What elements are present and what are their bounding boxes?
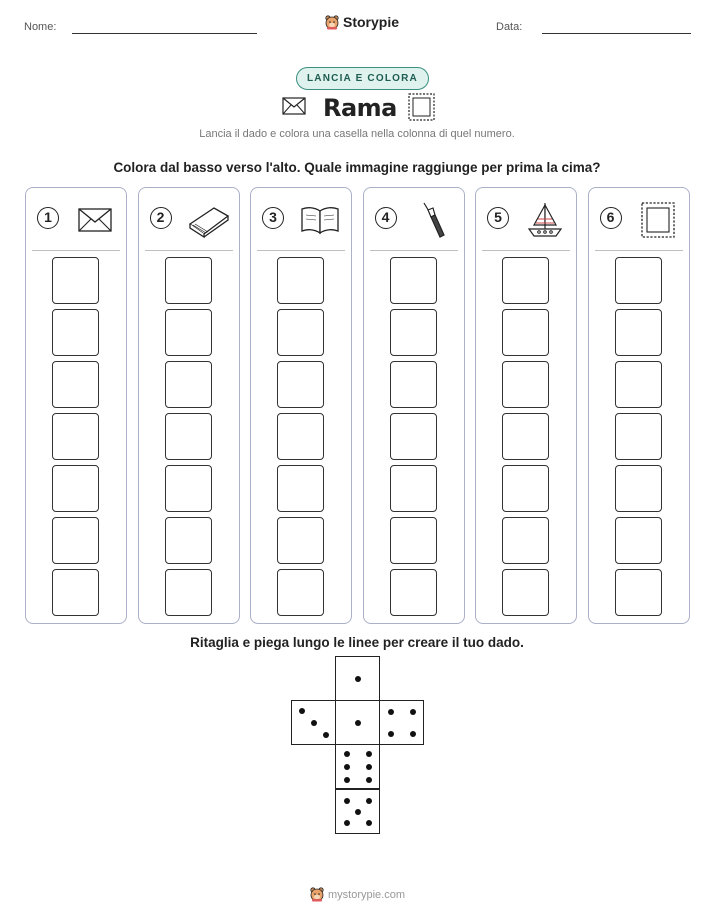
- column-divider: [145, 250, 233, 251]
- column-2: [138, 187, 240, 624]
- envelope-icon: [282, 97, 306, 115]
- color-cell[interactable]: [390, 413, 437, 460]
- die-pip: [299, 708, 305, 714]
- column-number: 4: [375, 207, 397, 229]
- fountain-pen-icon: [410, 200, 456, 240]
- column-4: [363, 187, 465, 624]
- column-divider: [595, 250, 683, 251]
- color-cell[interactable]: [615, 517, 662, 564]
- die-pip: [323, 732, 329, 738]
- color-cell[interactable]: [502, 257, 549, 304]
- die-instruction: Ritaglia e piega lungo le linee per creare il tuo dado.: [190, 635, 524, 650]
- die-pip: [355, 720, 361, 726]
- footer: [310, 887, 405, 902]
- envelope-icon: [72, 200, 118, 240]
- die-pip: [344, 751, 350, 757]
- die-pip: [410, 731, 416, 737]
- color-cell[interactable]: [390, 309, 437, 356]
- die-pip: [388, 731, 394, 737]
- column-divider: [32, 250, 120, 251]
- color-cell[interactable]: [502, 361, 549, 408]
- die-pip: [366, 820, 372, 826]
- date-label: Data:: [496, 21, 523, 33]
- color-cell[interactable]: [502, 517, 549, 564]
- color-cell[interactable]: [615, 465, 662, 512]
- color-cell[interactable]: [277, 569, 324, 616]
- die-face-1: [335, 700, 380, 745]
- activity-tag: LANCIA E COLORA: [296, 67, 429, 90]
- page-title: Rama: [323, 94, 397, 122]
- die-pip: [311, 720, 317, 726]
- color-cell[interactable]: [390, 257, 437, 304]
- color-cell[interactable]: [165, 517, 212, 564]
- color-cell[interactable]: [502, 413, 549, 460]
- color-cell[interactable]: [52, 257, 99, 304]
- color-cell[interactable]: [390, 569, 437, 616]
- column-divider: [370, 250, 458, 251]
- color-cell[interactable]: [52, 413, 99, 460]
- stamp-icon: [408, 93, 435, 121]
- die-pip: [366, 764, 372, 770]
- die-pip: [355, 676, 361, 682]
- sailboat-icon: [522, 200, 568, 240]
- color-cell[interactable]: [277, 413, 324, 460]
- die-face-1: [335, 656, 380, 701]
- column-3: [250, 187, 352, 624]
- color-cell[interactable]: [615, 257, 662, 304]
- column-number: 3: [262, 207, 284, 229]
- name-line[interactable]: [72, 33, 257, 34]
- brand-logo: [325, 14, 399, 30]
- footer-site: mystorypie.com: [328, 888, 406, 901]
- die-face-3: [291, 700, 336, 745]
- color-cell[interactable]: [52, 569, 99, 616]
- color-cell[interactable]: [390, 517, 437, 564]
- color-cell[interactable]: [52, 517, 99, 564]
- die-pip: [366, 751, 372, 757]
- color-cell[interactable]: [277, 465, 324, 512]
- die-pip: [410, 709, 416, 715]
- bear-mascot-icon: [325, 15, 339, 30]
- column-divider: [482, 250, 570, 251]
- color-cell[interactable]: [615, 361, 662, 408]
- die-pip: [366, 798, 372, 804]
- die-face-4: [379, 700, 424, 745]
- column-number: 5: [487, 207, 509, 229]
- die-face-5: [335, 789, 380, 834]
- color-cell[interactable]: [615, 413, 662, 460]
- color-cell[interactable]: [165, 361, 212, 408]
- die-pip: [344, 764, 350, 770]
- book-icon: [185, 200, 231, 240]
- stamp-icon: [635, 200, 681, 240]
- die-pip: [344, 777, 350, 783]
- activity-subtitle: Lancia il dado e colora una casella nella colonna di quel numero.: [199, 128, 515, 140]
- die-pip: [366, 777, 372, 783]
- color-cell[interactable]: [502, 569, 549, 616]
- color-cell[interactable]: [165, 309, 212, 356]
- color-cell[interactable]: [277, 517, 324, 564]
- color-cell[interactable]: [165, 465, 212, 512]
- activity-instruction: Colora dal basso verso l'alto. Quale immagine raggiunge per prima la cima?: [113, 160, 601, 175]
- color-cell[interactable]: [277, 361, 324, 408]
- color-cell[interactable]: [165, 257, 212, 304]
- color-cell[interactable]: [502, 309, 549, 356]
- column-divider: [257, 250, 345, 251]
- column-number: 6: [600, 207, 622, 229]
- color-cell[interactable]: [502, 465, 549, 512]
- die-pip: [344, 798, 350, 804]
- die-pip: [355, 809, 361, 815]
- column-1: [25, 187, 127, 624]
- color-cell[interactable]: [277, 257, 324, 304]
- column-number: 2: [150, 207, 172, 229]
- column-6: [588, 187, 690, 624]
- color-cell[interactable]: [52, 309, 99, 356]
- color-cell[interactable]: [277, 309, 324, 356]
- column-number: 1: [37, 207, 59, 229]
- name-label: Nome:: [24, 21, 57, 33]
- color-cell[interactable]: [390, 465, 437, 512]
- color-cell[interactable]: [390, 361, 437, 408]
- color-cell[interactable]: [165, 413, 212, 460]
- bear-mascot-icon: [310, 887, 324, 902]
- die-face-6: [335, 744, 380, 789]
- column-5: [475, 187, 577, 624]
- die-pip: [388, 709, 394, 715]
- brand-name: Storypie: [343, 14, 400, 30]
- color-cell[interactable]: [615, 309, 662, 356]
- color-cell[interactable]: [165, 569, 212, 616]
- color-cell[interactable]: [52, 465, 99, 512]
- date-line[interactable]: [542, 33, 691, 34]
- die-pip: [344, 820, 350, 826]
- color-cell[interactable]: [615, 569, 662, 616]
- open-book-icon: [297, 200, 343, 240]
- color-cell[interactable]: [52, 361, 99, 408]
